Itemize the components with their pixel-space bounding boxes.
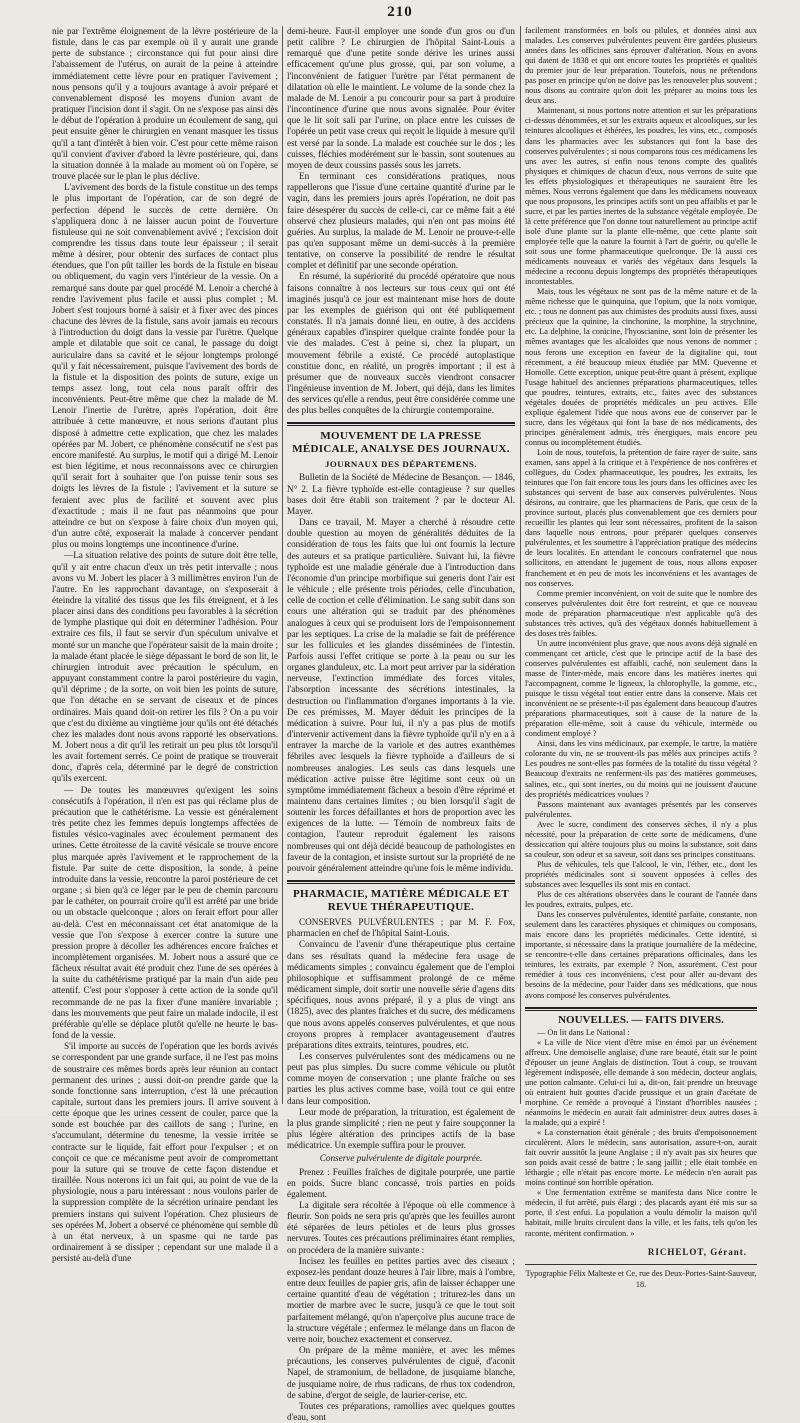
paragraph: Leur mode de préparation, la trituration, est également de la plus grande simplicité ; rien ne peut y faire soupçonner la plus légère altération des principes actifs de la base médicatrice. Un exemple suffira pour le prouver. [287,1106,515,1151]
paragraph: En résumé, la supériorité du procédé opératoire que nous faisons connaître à nos lecteurs sur tous ceux qui ont été imaginés jusqu'à ce jour est maintenant mise hors de doute par les exemples de guérison qui ont été publiquement constatés. Il n'a jamais donné lieu, en outre, à des accidens généraux capables d'inspirer quelque crainte fondée pour la vie des malades. C'est à peine si, chez la plupart, un mouvement fébrile a existé. Ce procédé autoplastique constitue donc, en réalité, un progrès important ; il est à présumer que de nouveaux succès viendront consacrer l'ingénieuse invention de M. Jobert, qui déjà, dans les limites des services qu'elle a rendus, peut être considérée comme une des plus belles conquêtes de la chirurgie contemporaine. [287,271,515,416]
section-heading-pharmacie: PHARMACIE, MATIÈRE MÉDICALE ET REVUE THÉRAPEUTIQUE. [293,888,509,914]
paragraph: Passons maintenant aux avantages présentés par les conserves pulvérulentes. [525,799,757,819]
column-1 [52,26,278,1264]
paragraph: Plus de ces altérations observées dans le courant de l'année dans les poudres, extraits, pulpes, etc. [525,890,757,910]
paragraph: Ainsi, dans les vins médicinaux, par exemple, le tartre, la matière colorante du vin, ne se trouvent-ils pas mêlés aux principes actifs ? Les poudres ne sont-elles pas formées de la totalité du tissu végétal ? Beaucoup d'extraits ne renferment-ils pas des matières gommeuses, salines, etc., qui sont inertes, ou du moins qui ne jouissent d'aucune des propriétés médicatrices voulues ? [525,739,757,799]
printer-imprint: Typographie Félix Malteste et Ce, rue des Deux-Portes-Saint-Sauveur, 18. [525,1264,757,1290]
subsection-heading: JOURNAUX DES DÉPARTEMENS. [324,459,478,470]
paragraph: Incisez les feuilles en petites parties avec des ciseaux ; exposez-les pendant douze heures à l'air libre, mais à l'ombre, entre deux feuilles de papier gris, afin de laisser échapper une certaine quantité d'eau de végétation ; triturez-les dans un mortier de marbre avec le sucre, jusqu'à ce que le tout soit parfaitement mélangé, qu'on n'aperçoive plus aucune trace de la structure végétale ; enfermez le mélange dans un flacon de verre noir, bouchez exactement et conservez. [287,1255,515,1344]
section-rule [287,422,515,424]
paragraph: La digitale sera récoltée à l'époque où elle commence à fleurir. Son poids ne sera pris qu'après que les feuilles auront été séparées de leurs pétioles et de leurs plus grosses nervures. Toutes ces précautions préliminaires étant remplies, on procédera de la manière suivante : [287,1200,515,1255]
section-rule-thin [525,1010,757,1011]
paragraph: « La consternation était générale ; des bruits d'empoisonnement circulèrent. Alors le médecin, sans autorisation, assure-t-on, aurait fait ouvrir aussitôt la jeune Anglaise ; il n'y avait pas six heures que son poids avait cessé de battre ; le sang jaillit ; elle était tombée en léthargie ; elle n'était pas encore morte. Le médecin n'en aurait pas moins continué son horrible opération. [525,1128,757,1188]
paragraph: Dans ce travail, M. Mayer a cherché à résoudre cette double question au moyen de généralités déduites de la considération de tous les faits que lui ont fournis la lecture des auteurs et sa pratique particulière. Suivant lui, la fièvre typhoïde est une maladie générale due à l'introduction dans l'économie d'un principe morbifique sui generis dont l'air est le véhicule ; elle présente trois périodes, celle d'incubation, celle de coction et celle d'élimination. Le sang subit dans son cours une altération qui se traduit par des phénomènes analogues à ceux qui se produisent lors de l'empoisonnement par les septiques. La crise de la maladie se fait de préférence sur les follicules et les glandes disséminées de l'intestin. Parfois aussi l'effet critique se porte à la peau ou sur les organes glanduleux, etc. La mort peut arriver par la sidération nerveuse, l'extinction immédiate des forces vitales, l'absorption incessante des sécrétions intestinales, la destruction ou l'inflammation d'organes importants à la vie. De ces prémisses, M. Mayer déduit les principes de la médication à suivre. Pour lui, il n'y a pas plus de motifs d'intervenir activement dans la fièvre typhoïde qu'il n'y en a à entraver la marche de la variole et des autres exanthèmes fébriles avec lesquels la fièvre typhoïde a d'ailleurs de si nombreuses analogies. Les seuls cas dans lesquels une médication active puisse être légitime sont ceux où un symptôme immédiatement fâcheux a besoin d'être réprimé et maintenu dans certaines limites ; ou bien lorsqu'il s'agit de soutenir les forces défaillantes et hors de proportion avec les exigences de la lutte. — Témoin de nombreux faits de contagion, l'auteur reproduit également les raisons nombreuses qui ont déjà décidé beaucoup de pathologistes en faveur de la contagion, et insiste surtout sur la propriété de ne pouvoir généralement atteindre qu'une fois le même individu. [287,517,515,873]
recipe-title: Conserve pulvérulente de digitale pourprée. [319,1153,483,1164]
paragraph: facilement transformées en bols ou pilules, et données ainsi aux malades. Les conserves pulvérulentes peuvent être gardées plusieurs années dans les officines sans éprouver d'altération. Nous en avons qui datent de 1838 et qui ont encore toutes les propriétés et qualités du premier jour de leur préparation. Toutefois, nous ne prétendons pas poser en principe qu'on ne doive pas les renouveler plus souvent ; nous disons au contraire qu'on doit les préparer au moins tous les deux ans. [525,26,757,106]
manager-signature: RICHELOT, Gérant. [647,1246,747,1257]
column-2 [287,26,515,1422]
paragraph: demi-heure. Faut-il employer une sonde d'un gros ou d'un petit calibre ? Le chirurgien de l'hôpital Saint-Louis a remarqué que d'une petite sonde dérive les urines aussi efficacement qu'une plus grosse, qui, par son volume, a l'inconvénient de fatiguer l'urètre par l'état permanent de dilatation où elle le maintient. Le volume de la sonde chez la malade de M. Lenoir a pu concourir pour sa part à produire l'incontinence d'urine que nous avons signalée. Pour éviter que le lit soit sali par l'urine, on place entre les cuisses de l'opérée un petit vase creux qui reçoit le liquide à mesure qu'il est versé par la sonde. La malade est couchée sur le dos ; les cuisses, fléchies modérément sur le bassin, sont soutenues au moyen de deux coussins passés sous les jarrets. [287,26,515,170]
paragraph: « La ville de Nice vient d'être mise en émoi par un événement affreux. Une demoiselle anglaise, d'une rare beauté, était sur le point d'épouser un jeune Anglais de distinction. Tout à coup, se trouvant légèrement indisposée, elle demande à son médecin, docteur anglais, une potion calmante. Celui-ci lui a, dit-on, fait prendre un breuvage où entraient huit gouttes d'acide prussique et un grain d'acétate de morphine. Ce remède a provoqué à l'instant d'horribles nausées ; néanmoins le médecin en aurait fait administrer deux autres doses à la malade, qui a expiré ! [525,1037,757,1128]
paragraph: Bulletin de la Société de Médecine de Besançon. — 1846, N° 2. La fièvre typhoïde est-elle contagieuse ? sur quelles bases doit être établi son traitement ? par le docteur Al. Mayer. [287,472,515,516]
paragraph: Convaincu de l'avenir d'une thérapeutique plus certaine dans ses résultats quand la médecine fera usage de médicaments simples ; convaincu également que de l'emploi philosophique et suffisamment prolongé de ce même médicament simple, doit sortir une nouvelle série d'agens dits spécifiques, nous avons préparé, il y a plus de vingt ans (1825), avec des plantes fraîches et du sucre, des médicamens que nous avons appelés conserves pulvérulentes, et que nous croyons propres à remplacer avantageusement d'autres préparations dites extraits, teintures, poudres, etc. [287,939,515,1050]
paragraph: En terminant ces considérations pratiques, nous rappellerons que l'issue d'une certaine quantité d'urine par le vagin, dans les premiers jours après l'opération, ne doit pas faire désespérer du succès de celle-ci, car ce même fait a été observé chez plusieurs malades, qui n'en ont pas moins été guéries. Au surplus, la malade de M. Lenoir ne prouve-t-elle pas qu'en supposant même un demi-succès à la première tentative, on conserve la possibilité de rendre le résultat complet et définitif par une seconde opération. [287,171,515,271]
paragraph: Prenez : Feuilles fraîches de digitale pourprée, une partie en poids. Sucre blanc concassé, trois parties en poids également. [287,1166,515,1199]
paragraph: Loin de nous, toutefois, la prétention de faire rayer de suite, sans examen, sans appel à la critique et à l'expérience de nos confrères et collègues, du Codex pharmaceutique, les poudres, les extraits, les teintures que l'on fait encore tous les jours dans les officines avec les substances qui servent de base aux conserves pulvérulentes. Nous désirons, au contraire, que les pharmaciens de Paris, que ceux de la province surtout, placés plus convenablement que ces derniers pour recueillir les plantes qui leur sont nécessaires, profitent de la saison dans laquelle nous entrons, pour préparer quelques conserves pulvérulentes, et les soumettre à l'appréciation pratique des médecins de leurs localités. En attendant le concours confraternel que nous sollicitons, en attendant le jugement de tous, nous allons exposer franchement et en peu de mots les inconvéniens et les avantages de nos conserves. [525,447,757,588]
paragraph: « Une fermentation extrême se manifesta dans Nice contre le médecin, il fut arrêté, puis élargi ; des placards ayant été mis sur sa porte, il s'est enfui. La population a voulu démolir la maison qu'il habitait, mille bruits circulent dans la ville, et les faits, tels qu'on les raconte, méritent confirmation. » [525,1188,757,1238]
section-rule [287,880,515,882]
paragraph: — De toutes les manœuvres qu'exigent les soins consécutifs à l'opération, il n'en est pas qui réclame plus de précaution que le cathétérisme. La vessie est généralement très petite chez les femmes depuis longtemps affectées de fistules vésico-vaginales avec écoulement permanent des urines. Cette étroitesse de la cavité vésicale se trouve encore plus marquée après l'avivement et le rapprochement de la fistule. Par suite de cette disposition, la sonde, à peine introduite dans la vessie, rencontre la paroi postérieure de cet organe ; si bien qu'à ce léger par le peu de chemin parcouru par le cathéter, on pourrait croire qu'il est arrêté par une bride ou un obstacle quelconque ; alors on ferait effort pour aller au-delà. C'est en méconnaissant cet état anatomique de la vessie que l'on s'expose à exercer contre la suture une pression propre à décoller les adhérences encore fraîches et incomplètement organisées. M. Jobert nous a assuré que ce fâcheux résultat avait été produit chez l'une de ses opérées à la suite du cathétérisme pratiqué par la main d'un aide peu attentif. C'est pour s'opposer à cette action de la sonde qu'il recommande de ne pas la fixer d'une manière invariable ; dans les mouvements que peut faire un malade indocile, il est préférable qu'elle se déplace plutôt qu'elle ne heurte le bas-fond de la vessie. [52,784,278,1041]
paragraph: Maintenant, si nous portons notre attention et sur les préparations ci-dessus dénommées, et sur les extraits aqueux et alcooliques, sur les teintures alcooliques et éthérées, les poudres, les vins, etc., composés dans les pharmacies avec les substances qui font la base des conserves pulvérulentes ; si nous comparons tous ces médicamens les uns avec les autres, si enfin nous tenons compte des qualités physiques et chimiques de chacun d'eux, nous verrons de suite que les effets physiologiques et thérapeutiques ne sauraient être les mêmes. Nous verrons également que dans les médicamens nouveaux que nous proposons, les principes actifs sont un peu affaiblis et par le sucre, et par les parties inertes de la substance végétale employée. De là cette préférence que l'on donne tout naturellement au principe actif isolé d'une plante sur la plante elle-même, que cette plante soit employée telle que la nature la fournit à l'art de guérir, ou qu'elle le soit sous une forme pharmaceutique quelconque. De là aussi ces médicaments nouveaux et variés des végétaux dans lesquels la médecine a reconnu depuis longtemps des propriétés thérapeutiques incontestables. [525,106,757,287]
paragraph: S'il importe au succès de l'opération que les bords avivés se correspondent par une grande surface, il ne l'est pas moins de soustraire ces mêmes bords après leur réunion au contact permanent des urines ; aussi doit-on prendre garde que la sonde fonctionne sans interruption, c'est là une précaution capitale, surtout dans les premiers jours. Il arrive souvent à cette époque que les urines cessent de couler, parce que la sonde est bouchée par des caillots de sang ; l'urine, en s'accumulant, détermine du tenesme, la vessie irritée se contracte sur le liquide, fait effort pour l'expulser ; et on conçoit ce que ce mécanisme peut avoir de compromettant pour la suture qui se trouve de cette façon distendue et tiraillée. Nous noterons ici un fait qui, au point de vue de la physiologie, nous a paru intéressant : nous voulons parler de la suppression complète de la sécrétion urinaire pendant les premiers instans qui suivent l'opération. Chez plusieurs de ses opérées M. Jobert a observé ce phénomène qui semble dû à un état nerveux, à un spasme qui ne tarde pas ordinairement à se dissiper ; cependant sur une malade il a persisté au-delà d'une [52,1041,278,1264]
section-rule [525,1007,757,1009]
section-rule-thin [287,883,515,884]
section-rule-thin [287,425,515,426]
paragraph: — On lit dans Le National : [537,1027,630,1037]
paragraph: Les conserves pulvérulentes sont des médicamens ou ne peut pas plus simples. Du sucre comme véhicule ou plutôt comme moyen de conservation ; une plante fraîche ou ses parties les plus actives comme base, voilà tout ce qui entre dans leur composition. [287,1050,515,1106]
column-divider [282,26,283,1104]
column-3 [525,26,757,1289]
paragraph: L'avivement des bords de la fistule constitue un des temps le plus important de l'opération, car de son degré de perfection dépend le succès de cette dernière. On s'appliquera donc à ne laisser aucun point de l'ouverture fistuleuse qui ne soit convenablement avivé ; l'excision doit comprendre les tissus dans toute leur épaisseur ; il serait même à désirer, pour obtenir des surfaces de contact plus étendues, que l'on pût tailler les bords de la fistule en biseau ou obliquement, du vagin vers l'intérieur de la vessie. On a remarqué sans doute par quel procédé M. Lenoir a cherché à rendre l'avivement plus facile et aussi plus complet ; M. Jobert s'est toujours borné à saisir et à fixer avec des pinces chacune des lèvres de la fistule, sans avoir jamais eu recours à l'introduction du doigt dans la vessie par l'urètre. Quelque ample et dilatable que soit ce canal, le passage du doigt auriculaire dans sa cavité et le séjour longtemps prolongé qu'il y fait nécessairement, puisque l'avivement des bords de la fistule et la disposition des points de suture, exige un temps assez long, tout cela nous paraît offrir des inconvénients. Peut-être même que chez la malade de M. Lenoir l'inertie de l'urètre, après l'opération, doit être attribuée à cette manœuvre, et nous serions d'autant plus disposé à admettre cette explication, que chez les malades opérées par M. Jobert, ce phénomène consécutif ne s'est pas encore manifesté. Au surplus, le motif qui a dirigé M. Lenoir est bien légitime, et nous reconnaissons avec ce chirurgien qu'il serait fort à souhaiter que l'on puisse tenir sous ses doigts les lèvres de la fistule ; l'avivement et la suture se feraient avec plus de facilité et souvent avec plus d'exactitude ; mais il ne faut pas néanmoins que pour atteindre ce but on s'expose à faire choix d'un moyen qui, d'un autre côté, exposerait la malade à concerver pendant plus ou moins longtemps une incontinence d'urine. [52,182,278,550]
paragraph: —La situation relative des points de suture doit être telle, qu'il y ait entre chacun d'eux un très petit intervalle ; nous avons vu M. Jobert les placer à 3 millimètres environ l'un de l'autre. En les rapprochant davantage, on s'exposerait à éteindre la vitalité des tissus que les fils étreignent, et à les placer ainsi dans des conditions peu favorables à la sécrétion de lymphe plastique qui doit en déterminer l'adhésion. Pour extraire ces fils, il faut se servir d'un spéculum univalve et monté sur un manche que l'opérateur saisit de la main droite ; la malade étant placée le siège dépassant le bord de son lit, le chirurgien introduit avec précaution le spéculum, en appuyant constamment contre la paroi postérieure du vagin, qu'il déprime ; de la sorte, on voit bien les points de suture, que l'on détache en se servant de ciseaux et de pinces ordinaires. Mais quand doit-on retirer les fils ? On a pu voir que c'est du dixième au vingtième jour qu'ils ont été détachés chez les malades dont nous avons rapporté les observations. M. Jobert nous a dit qu'il les retirait un peu plus tôt lorsqu'il les avait fortement serrés. Ce point de pratique se trouverait donc, d'après cela, déterminé par le degré de constriction qu'ils exercent. [52,550,278,784]
section-heading-presse: MOUVEMENT DE LA PRESSE MÉDICALE, ANALYSE DES JOURNAUX. [292,430,510,456]
paragraph: Mais, tous les végétaux ne sont pas de la même nature et de la même richesse que le quinquina, que l'opium, que la noix vomique, etc. ; tous ne donnent pas aux chimistes des produits aussi fixes, aussi précieux que la quinine, la cinchonine, la morphine, la strychnine, etc. La delphine, la conicine, l'hyoscianine, sont loin de présenter les mêmes avantages que les alcaloïdes que nous venons de nommer ; nous ferons une exception en faveur de la digitaline qui, tout récemment, a été beaucoup mieux étudiée par MM. Quevenne et Homolle. Cette exception, unique peut-être quant à présent, explique l'usage habituel des anciennes préparations pharmaceutiques, telles que poudres, teintures, extraits, etc., faites avec des substances végétales douées de propriétés médicales un peu actives. Elle explique également l'idée que nous avons eue de conserver par le sucre, dans les végétaux qui font la base de nos médicaments, des principes généralement admis, très énergiques, mais encore peu connus ou incomplètement étudiés. [525,287,757,447]
paragraph: Toutes ces préparations, ramollies avec quelques gouttes d'eau, sont [287,1400,515,1422]
paragraph: CONSERVES PULVÉRULENTES ; par M. F. Fox, pharmacien en chef de l'hôpital Saint-Louis. [287,917,515,939]
paragraph: nie par l'extrême éloignement de la lèvre postérieure de la fistule, dans le cas par exemple où il y aurait une grande perte de substance ; circonstance qui fut pour ainsi dire l'abaissement de l'utérus, on aurait de la peine à atteindre immédiatement cette lèvre pour en pratiquer l'avivement ; nous pensons qu'il y a toujours avantage à avoir préparé et convenablement disposé les moyens d'union avant de pratiquer l'incision dont il s'agit. On ne s'expose pas ainsi dès le début de l'opération à produire un écoulement de sang, qui peut ensuite gêner le chirurgien en venant masquer les tissus qu'il a tant d'intérêt à bien voir. C'est pour cette même raison qu'il convient d'aviver d'abord la lèvre postérieure, qui, dans la situation donnée à la malade au moment où on l'opère, se trouve placée sur le plan le plus déclive. [52,26,278,182]
paragraph: Un autre inconvénient plus grave, que nous avons déjà signalé en commençant cet article, c'est que le principe actif de la base des conserves pulvérulentes est affaibli, caché, non seulement dans la masse de l'inter-mède, mais encore dans les matières inertes qui l'accompagnent, comme le ligneux, la chlorophylle, la gomme, etc., puisque le tissu végétal tout entier entre dans la conserve. Mais cet inconvénient ne se présente-t-il pas également dans beaucoup d'autres préparations pharmaceutiques, soit à cause de la nature de la préparation elle-même, soit à cause du véhicule, intermède ou condiment employé ? [525,638,757,739]
page-number: 210 [387,4,413,20]
paragraph: Avec le sucre, condiment des conserves sèches, il n'y a plus nécessité, pour la préparation de cette sorte de médicamens, d'une dessiccation qui altère toujours plus ou moins la substance, soit dans sa couleur, son odeur et sa saveur, soit dans ses principes constituans. [525,819,757,859]
paragraph: On prépare de la même manière, et avec les mêmes précautions, les conserves pulvérulentes de ciguë, d'aconit Napel, de stramonium, de belladone, de jusquiame blanche, de jusquiame noire, de rhus radicans, de rhus tox codendron, de sabine, d'ergot de seigle, de laurier-cerise, etc. [287,1345,515,1400]
column-divider [520,26,521,1104]
paragraph: Dans les conserves pulvérulentes, identité parfaite, constante, non seulement dans les caractères physiques et chimiques ou composans, mais encore dans les propriétés médicinales. Cette identité, si importante, si nécessaire dans la pratique journalière de la médecine, se rencontre-t-elle dans certaines préparations officinales, dans les teintures, les extraits, par exemple ? Non, assurément. C'est pour remédier à tous ces inconvéniens, c'est pour aller au-devant des besoins de la médecine, pour l'aider dans ses médications, que nous avons composé les conserves pulvérulentes. [525,910,757,1000]
section-heading-nouvelles: NOUVELLES. — FAITS DIVERS. [558,1013,724,1026]
paragraph: Plus de véhicules, tels que l'alcool, le vin, l'éther, etc., dont les propriétés médicinales sont si souvent opposées à celles des substances avec lesquelles ils sont mis en contact. [525,859,757,889]
paragraph: Comme premier inconvénient, on voit de suite que le nombre des conserves pulvérulentes doit être fort restreint, et que ce nouveau mode de préparation pharmaceutique n'est applicable qu'à des substances très actives, qu'à des végétaux donnés habituellement à des doses très faibles. [525,588,757,638]
